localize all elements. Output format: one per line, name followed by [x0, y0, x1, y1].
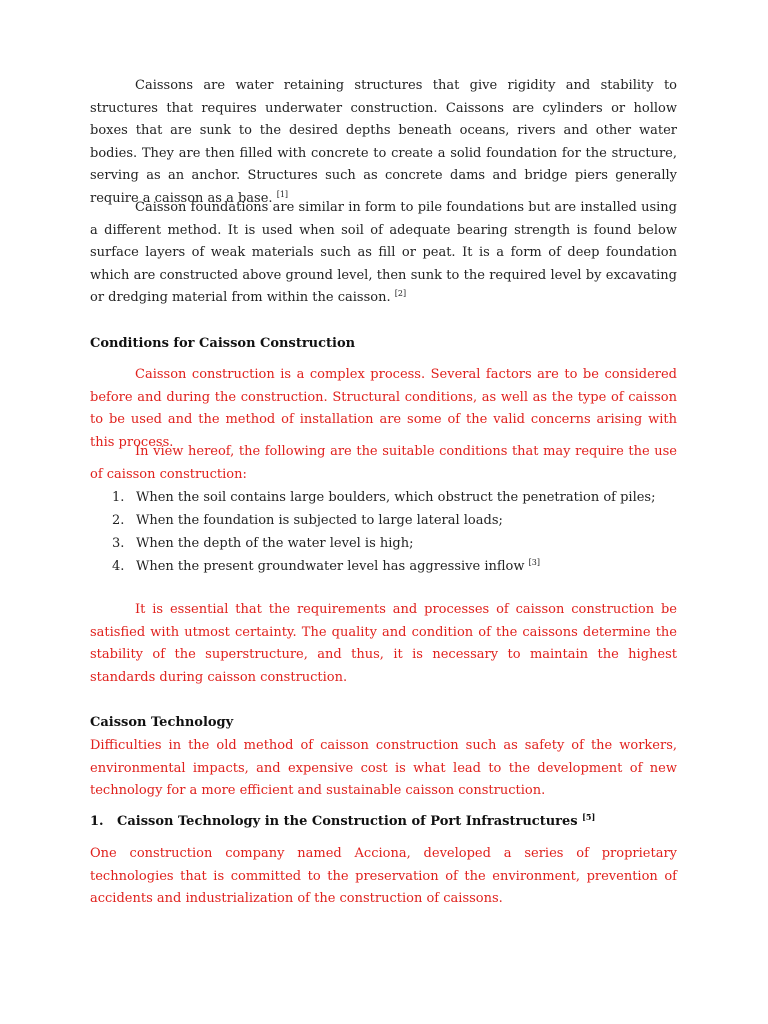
ref-5: [5]	[582, 812, 596, 822]
intro-paragraph-1	[90, 75, 677, 210]
ref-1: [1]	[276, 189, 289, 199]
conditions-paragraph-2: In view hereof, the following are the suitable conditions that may require the use of caisson construction:	[90, 444, 677, 482]
ref-2: [2]	[394, 289, 407, 298]
ref-3: [3]	[528, 558, 540, 567]
conditions-paragraph-3: It is essential that the requirements and processes of caisson construction be satisfied with utmost certainty. The quality and condition of the caissons determine the stability of the superstructure, and thus, it is necessary to maintain the highest standards during caisson construction.	[90, 602, 677, 685]
technology-paragraph-1: Difficulties in the old method of caisson construction such as safety of the workers, environmental impacts, and expensive cost is what lead to the development of new technology for a more efficient and sustainable caisson construction.	[90, 738, 677, 798]
subheading-text: Caisson Technology in the Construction of Port Infrastructures	[117, 814, 578, 829]
technology-subheading	[90, 812, 677, 832]
technology-paragraph-2: One construction company named Acciona, developed a series of proprietary technologies that is committed to the preservation of the environment, prevention of accidents and industrialization of the construction of caissons.	[90, 846, 677, 906]
conditions-heading: Conditions for Caisson Construction	[90, 336, 356, 351]
conditions-list	[90, 486, 677, 578]
list-item: 3. When the depth of the water level is high;	[112, 536, 414, 551]
list-item: 1. When the soil contains large boulders, which obstruct the penetration of piles;	[112, 490, 656, 505]
technology-heading: Caisson Technology	[90, 715, 234, 730]
list-item: 4. When the present groundwater level has aggressive inflow [3]	[112, 558, 540, 574]
conditions-paragraph-1: Caisson construction is a complex process. Several factors are to be considered before and during the construction. Structural conditions, as well as the type of caisson to be used and the method of installation are some of the valid concerns arising with this process.	[90, 367, 677, 450]
intro-paragraph-2	[90, 197, 677, 310]
intro-p2-text: Caisson foundations are similar in form to pile foundations but are installed using a different method. It is used when soil of adequate bearing strength is found below surface layers of weak materials such as fill or peat. It is a form of deep foundation which are constructed above ground level, then sunk to the required level by excavating or dredging material from within the caisson.	[90, 200, 677, 305]
subheading-number: 1.	[90, 814, 104, 829]
intro-p1-text: Caissons are water retaining structures that give rigidity and stability to structures that requires underwater construction. Caissons are cylinders or hollow boxes that are sunk to the desired depths beneath oceans, rivers and other water bodies. They are then filled with concrete to create a solid foundation for the structure, serving as an anchor. Structures such as concrete dams and bridge piers generally require a caisson as a base.	[90, 78, 677, 206]
list-item: 2. When the foundation is subjected to large lateral loads;	[112, 513, 503, 528]
